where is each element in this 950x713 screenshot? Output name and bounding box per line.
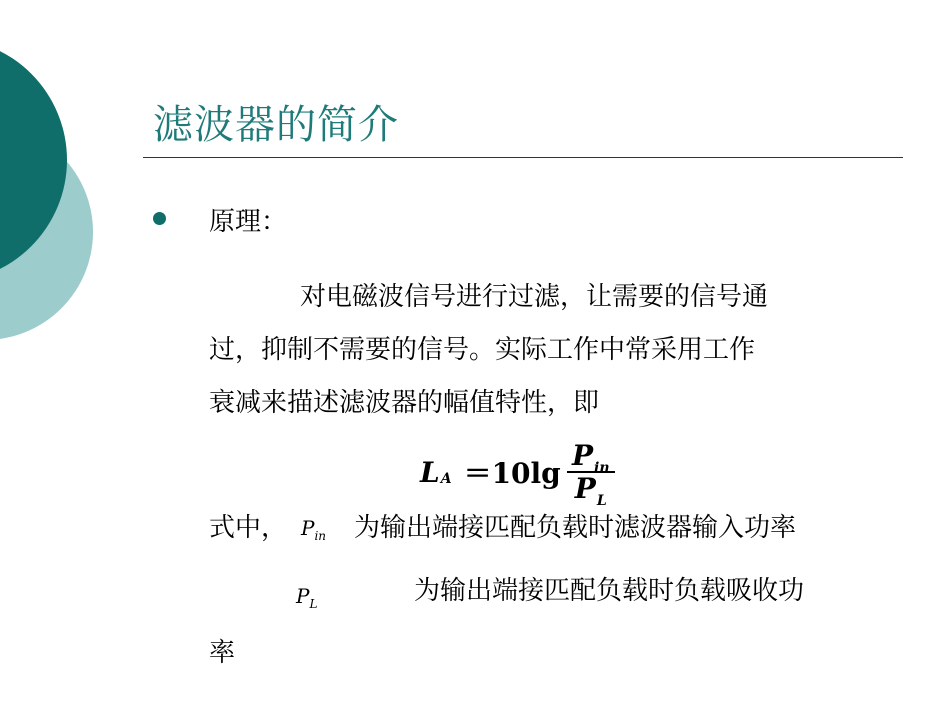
formula-denominator-sub: L xyxy=(596,493,607,509)
title-underline xyxy=(143,157,903,158)
paragraph-line-1: 对电磁波信号进行过滤，让需要的信号通 xyxy=(300,282,769,312)
formula-denominator: P xyxy=(574,472,596,505)
decorative-circles xyxy=(0,0,120,380)
attenuation-formula xyxy=(420,438,615,509)
def1-prefix: 式中， xyxy=(209,513,288,543)
def2-text: 为输出端接匹配负载时负载吸收功 xyxy=(414,576,805,606)
paragraph-line-3: 衰减来描述滤波器的幅值特性，即 xyxy=(209,388,600,418)
def2-continuation: 率 xyxy=(209,638,236,668)
formula-numerator-sub: in xyxy=(594,459,610,476)
paragraph-line-2: 过，抑制不需要的信号。实际工作中常采用工作 xyxy=(209,335,756,365)
formula-lhs-sub: A xyxy=(440,471,452,487)
formula-eq: ＝10lg xyxy=(463,457,561,490)
formula-lhs: L xyxy=(420,455,440,489)
formula-fraction xyxy=(567,438,615,509)
def1-text: 为输出端接匹配负载时滤波器输入功率 xyxy=(354,513,797,543)
bullet-label: 原理： xyxy=(209,207,288,237)
def1-symbol: $P_{in}$ xyxy=(301,516,327,543)
bullet-dot xyxy=(153,212,166,225)
formula-numerator: P xyxy=(571,438,594,472)
slide-title: 滤波器的简介 xyxy=(153,102,399,148)
def2-symbol: $P_L$ xyxy=(296,584,318,611)
